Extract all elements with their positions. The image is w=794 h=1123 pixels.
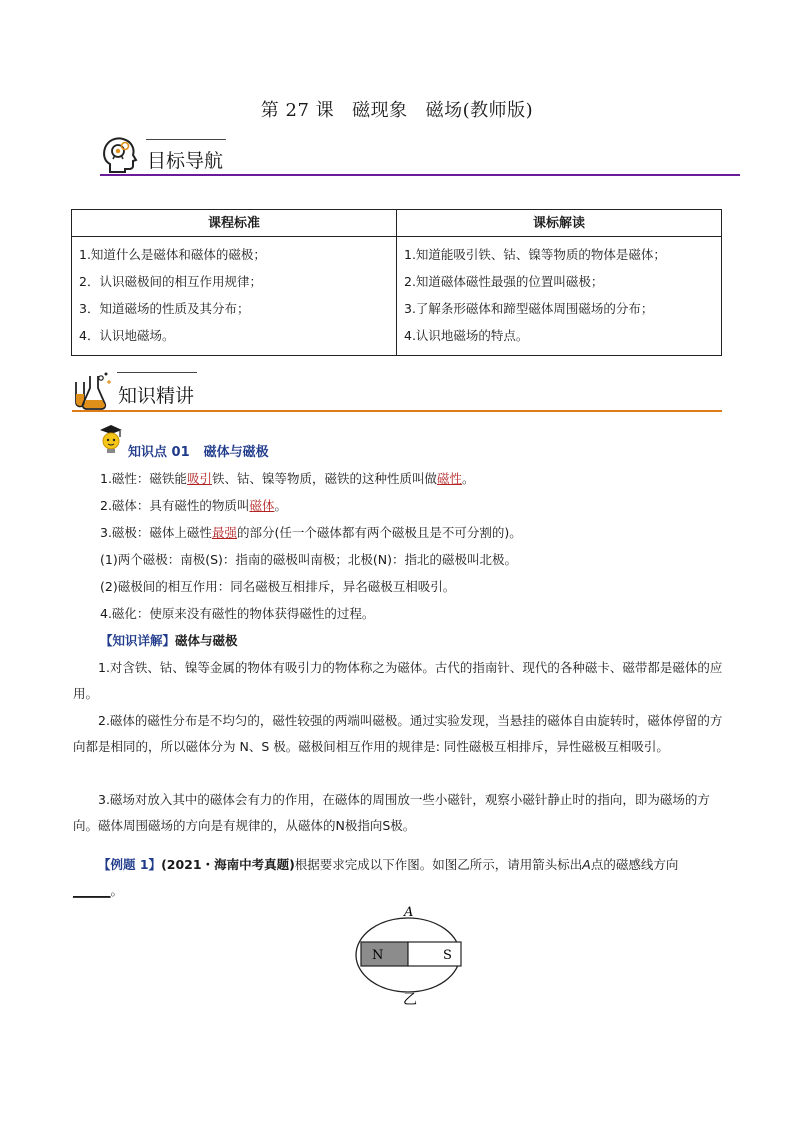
interpretation-cell (397, 237, 722, 356)
section-divider (72, 410, 722, 412)
table-header: 课标解读 (397, 210, 722, 237)
section-topline (117, 372, 197, 373)
list-item: 4.磁化：使原来没有磁性的物体获得磁性的过程。 (100, 606, 375, 621)
list-item: 3．知道磁场的性质及其分布； (79, 301, 250, 316)
figure-caption: 乙 (403, 992, 417, 1008)
magnet-figure (350, 898, 470, 1008)
section-divider (100, 174, 740, 176)
paragraph: 3.磁场对放入其中的磁体会有力的作用，在磁体的周围放一些小磁针，观察小磁针静止时的指向，即为磁场的方向。磁体周围磁场的方向是有规律的，从磁体的N极指向S极。 (73, 792, 710, 833)
list-item: 3.了解条形磁体和蹄型磁体周围磁场的分布； (404, 301, 654, 316)
standards-cell (72, 237, 397, 356)
example-question: 【例题 1】(2021・海南中考真题)根据要求完成以下作图。如图乙所示，请用箭头标出A点的磁感线方向______。 (73, 857, 679, 898)
curriculum-table (71, 209, 722, 356)
list-item: (1)两个磁极：南极(S)：指南的磁极叫南极；北极(N)：指北的磁极叫北极。 (100, 552, 517, 567)
table-header: 课程标准 (72, 210, 397, 237)
pole-n-label: N (372, 948, 384, 963)
answer-blank: ______ (73, 883, 111, 898)
list-item: 4.认识地磁场的特点。 (404, 328, 529, 343)
paragraph: 2.磁体的磁性分布是不均匀的，磁性较强的两端叫磁极。通过实验发现，当悬挂的磁体自由旋转时，磁体停留的方向都是相同的，所以磁体分为 N、S 极。磁极间相互作用的规律是: 同性磁极互相排斥，异性磁极互相吸引。 (73, 713, 723, 754)
list-item: 1.磁性：磁铁能吸引铁、钴、镍等物质，磁铁的这种性质叫做磁性。 (100, 471, 475, 486)
lab-flasks-icon (70, 370, 110, 410)
paragraph: 1.对含铁、钴、镍等金属的物体有吸引力的物体称之为磁体。古代的指南针、现代的各种磁卡、磁带都是磁体的应用。 (73, 660, 723, 701)
section-title-knowledge: 知识精讲 (118, 385, 195, 407)
knowledge-point-title: 知识点 01 磁体与磁极 (128, 445, 269, 460)
section-title-goals: 目标导航 (147, 150, 224, 172)
list-item: 2.知道磁体磁性最强的位置叫磁极； (404, 274, 604, 289)
north-pole-block (361, 942, 408, 966)
list-item: 1.知道能吸引铁、钴、镍等物质的物体是磁体； (404, 247, 666, 262)
lightbulb-graduate-icon (96, 423, 126, 455)
point-a-label: A (404, 905, 414, 920)
section-topline (146, 139, 226, 140)
pole-s-label: S (443, 948, 452, 963)
list-item: 3.磁极：磁体上磁性最强的部分(任一个磁体都有两个磁极且是不可分割的)。 (100, 525, 522, 540)
list-item: 2．认识磁极间的相互作用规律； (79, 274, 262, 289)
south-pole-block (408, 942, 461, 966)
list-item: (2)磁极间的相互作用：同名磁极互相排斥，异名磁极互相吸引。 (100, 579, 456, 594)
detail-heading: 【知识详解】磁体与磁极 (100, 633, 238, 648)
head-gears-icon (100, 134, 140, 174)
list-item: 1.知道什么是磁体和磁体的磁极； (79, 247, 266, 262)
page-title: 第 27 课 磁现象 磁场(教师版) (260, 100, 534, 121)
list-item: 4．认识地磁场。 (79, 328, 175, 343)
list-item: 2.磁体：具有磁性的物质叫磁体。 (100, 498, 287, 513)
